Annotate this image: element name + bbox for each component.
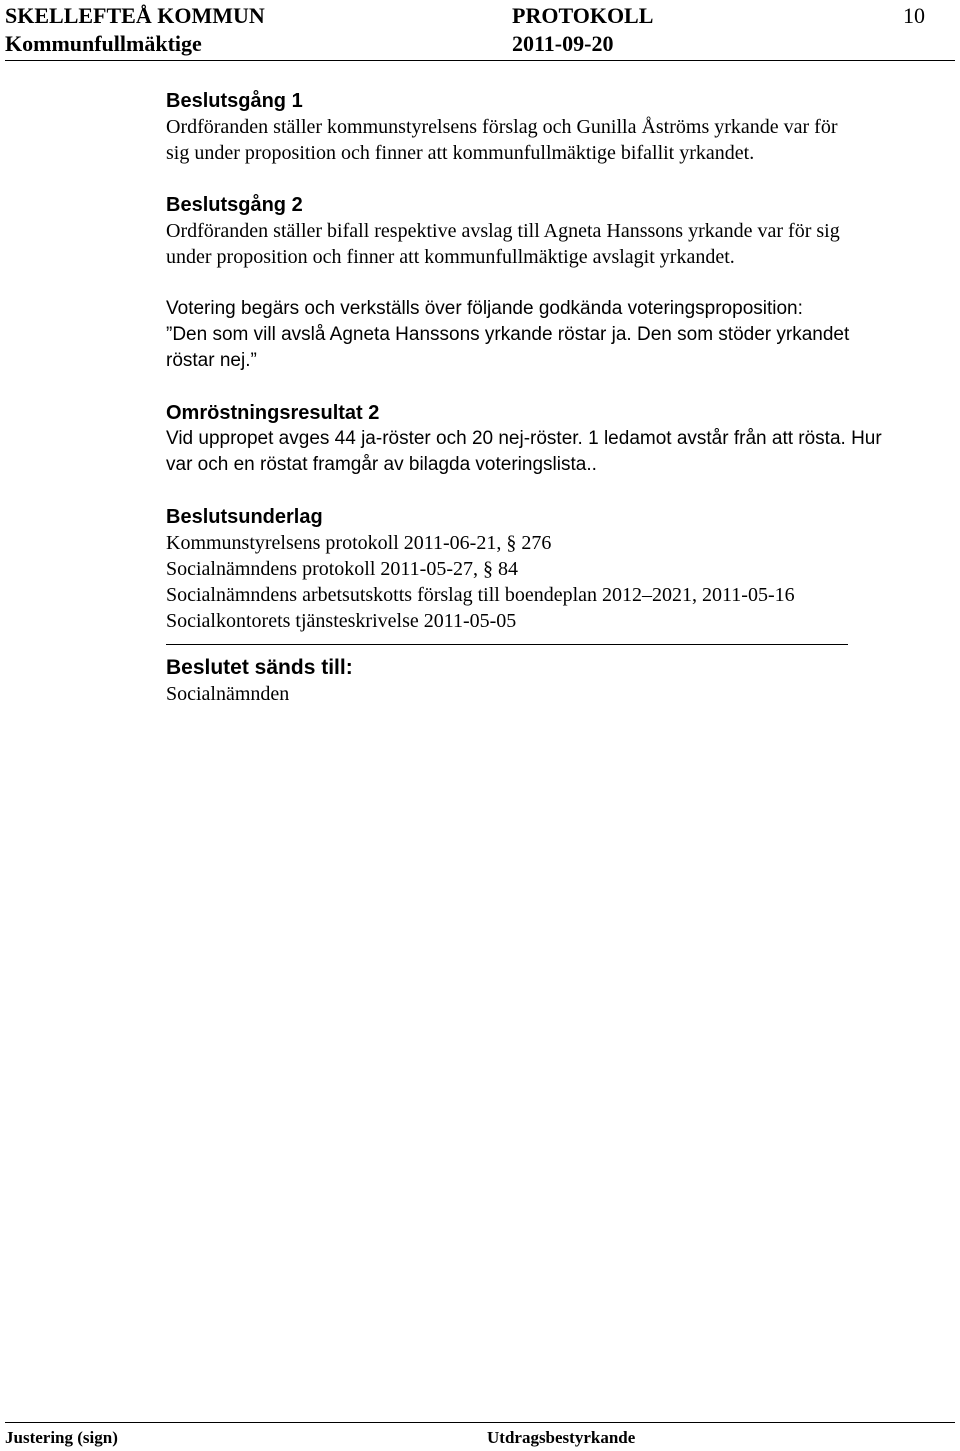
distribution-heading: Beslutet sänds till: <box>166 656 353 679</box>
page-number: 10 <box>903 3 925 28</box>
list-item: Socialnämndens protokoll 2011-05-27, § 84 <box>166 558 518 580</box>
footer-justering: Justering (sign) <box>5 1428 118 1447</box>
document-type: PROTOKOLL <box>512 3 654 28</box>
footer-divider <box>5 1422 955 1423</box>
paragraph-line: Ordföranden ställer bifall respektive avslag till Agneta Hanssons yrkande var för sig <box>166 220 840 242</box>
paragraph-line: Votering begärs och verkställs över följande godkända voteringsproposition: <box>166 298 803 319</box>
header-divider <box>5 60 955 61</box>
paragraph-line: Vid uppropet avges 44 ja-röster och 20 nej-röster. 1 ledamot avstår från att rösta. Hur <box>166 428 882 449</box>
document-body <box>166 88 936 733</box>
document-date: 2011-09-20 <box>512 31 614 56</box>
list-item: Socialkontorets tjänsteskrivelse 2011-05-05 <box>166 610 517 632</box>
section-heading: Omröstningsresultat 2 <box>166 402 380 424</box>
section-omrostningsresultat <box>166 400 936 478</box>
body-name: Kommunfullmäktige <box>5 31 202 56</box>
section-beslutsgang-1 <box>166 88 936 166</box>
section-divider <box>166 644 848 645</box>
list-item: Kommunstyrelsens protokoll 2011-06-21, § 276 <box>166 532 552 554</box>
paragraph-line: Ordföranden ställer kommunstyrelsens förslag och Gunilla Åströms yrkande var för <box>166 116 838 138</box>
section-heading: Beslutsunderlag <box>166 506 323 528</box>
footer-utdragsbestyrkande: Utdragsbestyrkande <box>487 1428 636 1447</box>
organization-name: SKELLEFTEÅ KOMMUN <box>5 3 265 28</box>
paragraph-line: röstar nej.” <box>166 350 257 371</box>
paragraph-line: ”Den som vill avslå Agneta Hanssons yrkande röstar ja. Den som stöder yrkandet <box>166 324 850 345</box>
paragraph-line: sig under proposition och finner att kommunfullmäktige bifallit yrkandet. <box>166 142 755 164</box>
section-beslutsgang-2 <box>166 192 936 270</box>
section-votering <box>166 296 936 374</box>
section-beslutsunderlag <box>166 504 936 707</box>
section-heading: Beslutsgång 2 <box>166 194 303 216</box>
list-item: Socialnämndens arbetsutskotts förslag till boendeplan 2012–2021, 2011-05-16 <box>166 584 795 606</box>
distribution-recipient: Socialnämnden <box>166 683 290 705</box>
paragraph-line: var och en röstat framgår av bilagda voteringslista.. <box>166 454 597 475</box>
page-header <box>5 2 935 60</box>
section-heading: Beslutsgång 1 <box>166 90 303 112</box>
paragraph-line: under proposition och finner att kommunfullmäktige avslagit yrkandet. <box>166 246 735 268</box>
